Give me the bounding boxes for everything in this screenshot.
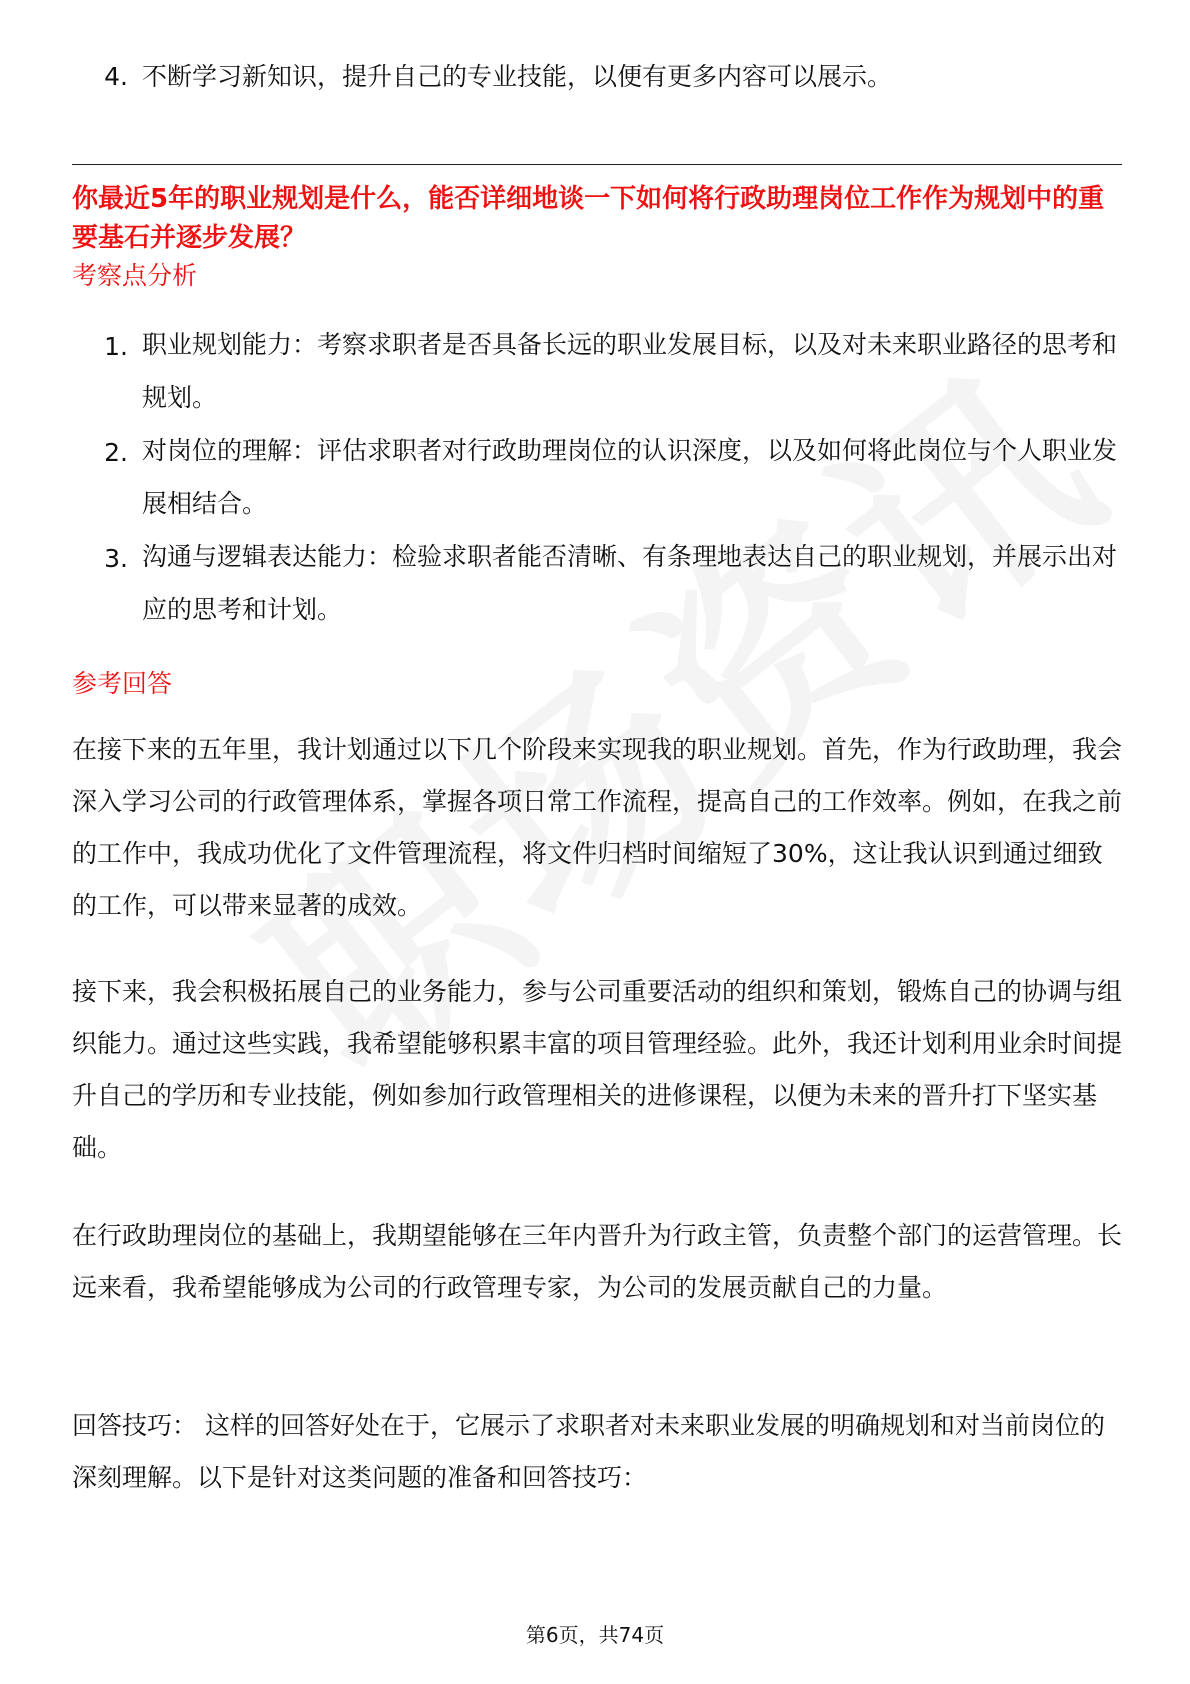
answer-paragraph-2: 接下来，我会积极拓展自己的业务能力，参与公司重要活动的组织和策划，锻炼自己的协调与组织能力。通过这些实践，我希望能够积累丰富的项目管理经验。此外，我还计划利用业余时间提升自己的学历和专业技能，例如参加行政管理相关的进修课程，以便为未来的晋升打下坚实基础。 <box>72 977 1123 1162</box>
list-item <box>72 530 1122 636</box>
section-divider <box>72 164 1122 165</box>
analysis-list <box>72 318 1122 636</box>
answer-title: 参考回答 <box>72 669 173 698</box>
list-text: 对岗位的理解：评估求职者对行政助理岗位的认识深度，以及如何将此岗位与个人职业发展相结合。 <box>142 436 1118 518</box>
list-item <box>72 424 1122 530</box>
answer-paragraph-1: 在接下来的五年里，我计划通过以下几个阶段来实现我的职业规划。首先，作为行政助理，我会深入学习公司的行政管理体系，掌握各项日常工作流程，提高自己的工作效率。例如，在我之前的工作中，我成功优化了文件管理流程，将文件归档时间缩短了30%，这让我认识到通过细致的工作，可以带来显著的成效。 <box>72 735 1123 920</box>
list-item <box>72 48 1122 105</box>
list-item <box>72 318 1122 424</box>
list-text: 沟通与逻辑表达能力：检验求职者能否清晰、有条理地表达自己的职业规划，并展示出对应的思考和计划。 <box>142 542 1118 624</box>
list-text: 不断学习新知识，提升自己的专业技能，以便有更多内容可以展示。 <box>142 62 893 91</box>
page-footer: 第6页，共74页 <box>525 1623 665 1647</box>
list-number: 4. <box>104 62 128 91</box>
list-text: 职业规划能力：考察求职者是否具备长远的职业发展目标，以及对未来职业路径的思考和规划。 <box>142 330 1118 412</box>
list-number: 2. <box>104 438 128 467</box>
top-list <box>72 48 1122 105</box>
answer-tips: 回答技巧： 这样的回答好处在于，它展示了求职者对未来职业发展的明确规划和对当前岗位的深刻理解。以下是针对这类问题的准备和回答技巧： <box>72 1411 1105 1492</box>
answer-paragraph-3: 在行政助理岗位的基础上，我期望能够在三年内晋升为行政主管，负责整个部门的运营管理。长远来看，我希望能够成为公司的行政管理专家，为公司的发展贡献自己的力量。 <box>72 1221 1123 1302</box>
analysis-title: 考察点分析 <box>72 261 198 290</box>
question-heading: 你最近5年的职业规划是什么，能否详细地谈一下如何将行政助理岗位工作作为规划中的重要基石并逐步发展？ <box>72 184 1105 253</box>
list-number: 3. <box>104 544 128 573</box>
list-number: 1. <box>104 332 128 361</box>
